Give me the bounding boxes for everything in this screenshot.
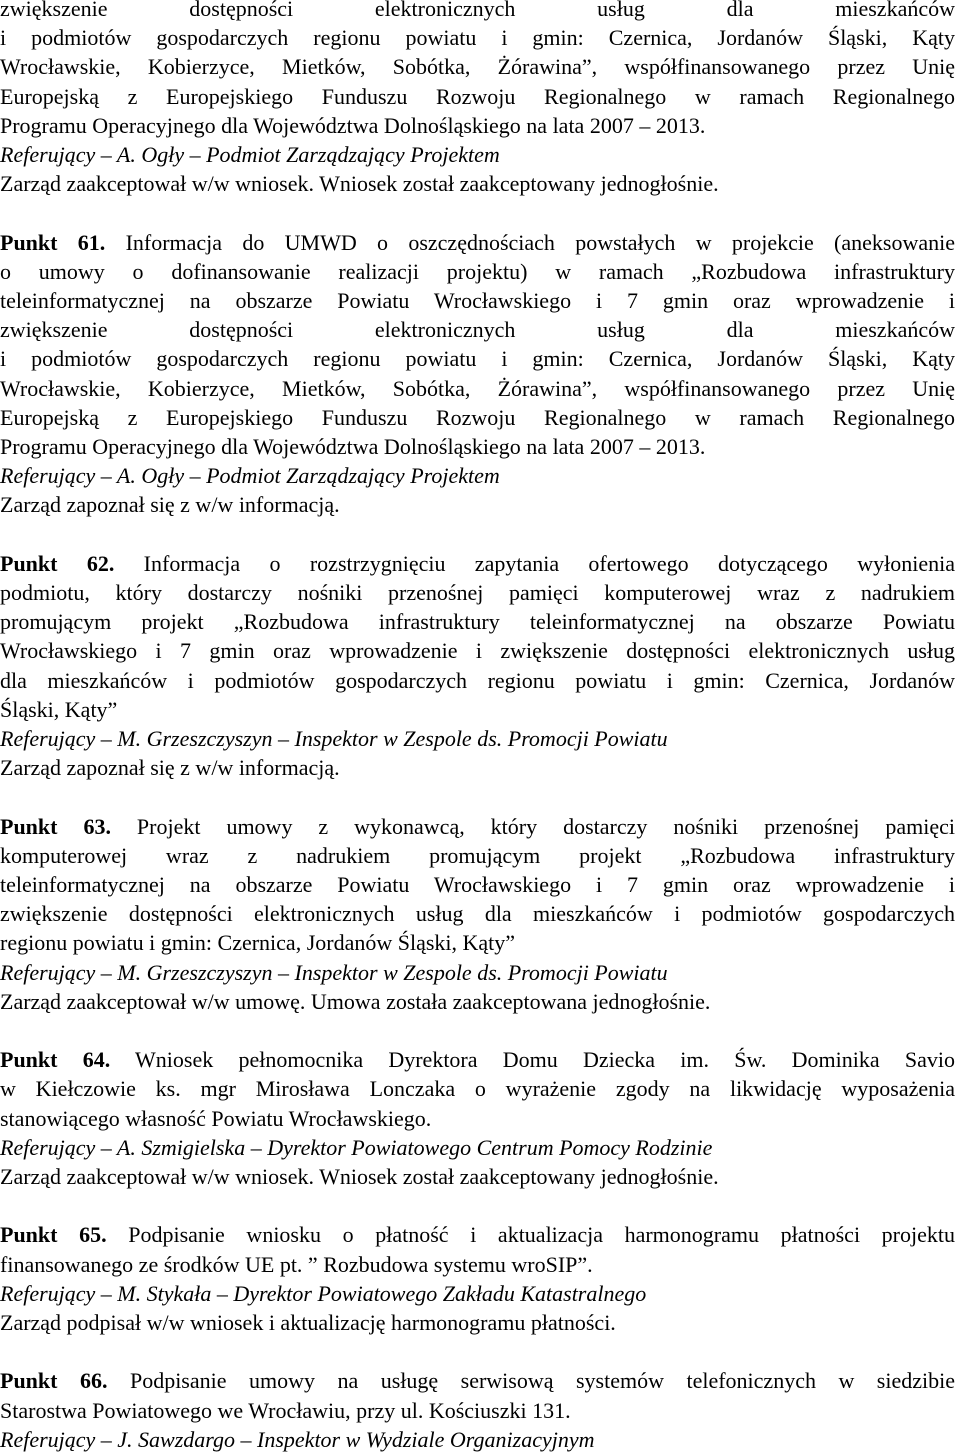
decision-line: Zarząd podpisał w/w wniosek i aktualizację harmonogramu płatności. xyxy=(0,1310,616,1336)
body-line xyxy=(0,1104,955,1133)
body-text: teleinformatycznej na obszarze Powiatu Wrocławskiego i 7 gmin oraz wprowadzenie i xyxy=(0,872,955,898)
body-text: Podpisanie umowy na usługę serwisową systemów telefonicznych w siedzibie xyxy=(129,1368,956,1394)
body-line xyxy=(0,928,955,957)
agenda-item-65 xyxy=(0,1220,955,1337)
body-text: regionu powiatu i gmin: Czernica, Jordanów Śląski, Kąty” xyxy=(0,930,516,956)
body-text: o umowy o dofinansowanie realizacji projektu) w ramach „Rozbudowa infrastruktury xyxy=(0,258,955,284)
body-line xyxy=(0,1045,955,1074)
punkt-label: Punkt 66. xyxy=(0,1368,108,1394)
body-text: Programu Operacyjnego dla Województwa Dolnośląskiego na lata 2007 – 2013. xyxy=(0,434,706,460)
body-text: w Kiełczowie ks. mgr Mirosława Lonczaka o wyrażenie zgody na likwidację wyposażenia xyxy=(0,1076,955,1102)
decision-line: Zarząd zaakceptował w/w wniosek. Wniosek został zaakceptowany jednogłośnie. xyxy=(0,1164,719,1190)
body-text: i podmiotów gospodarczych regionu powiatu i gmin: Czernica, Jordanów Śląski, Kąty xyxy=(0,346,955,372)
body-text: Wrocławskie, Kobierzyce, Mietków, Sobótka, Żórawina”, współfinansowanego przez Unię xyxy=(0,375,955,401)
body-text: Europejską z Europejskiego Funduszu Rozwoju Regionalnego w ramach Regionalnego xyxy=(0,83,955,109)
decision-line: Zarząd zaakceptował w/w wniosek. Wniosek został zaakceptowany jednogłośnie. xyxy=(0,171,719,197)
body-line xyxy=(0,1396,955,1425)
body-text: i podmiotów gospodarczych regionu powiatu i gmin: Czernica, Jordanów Śląski, Kąty xyxy=(0,25,955,51)
punkt-label: Punkt 65. xyxy=(0,1222,107,1248)
referent-line: Referujący – A. Szmigielska – Dyrektor Powiatowego Centrum Pomocy Rodzinie xyxy=(0,1134,713,1160)
agenda-item-61 xyxy=(0,228,955,520)
decision-line: Zarząd zapoznał się z w/w informacją. xyxy=(0,755,340,781)
punkt-label: Punkt 62. xyxy=(0,550,115,576)
body-line xyxy=(0,228,955,257)
body-text: komputerowej wraz z nadrukiem promującym projekt „Rozbudowa infrastruktury xyxy=(0,842,955,868)
body-text: Wniosek pełnomocnika Dyrektora Domu Dziecka im. Św. Dominika Savio xyxy=(135,1047,955,1073)
body-line xyxy=(0,23,955,52)
body-text: zwiększenie dostępności elektronicznych usług dla mieszkańców i podmiotów gospodarczych xyxy=(0,901,955,927)
body-line xyxy=(0,344,955,373)
body-line xyxy=(0,257,955,286)
body-line xyxy=(0,111,955,140)
body-text: Europejską z Europejskiego Funduszu Rozwoju Regionalnego w ramach Regionalnego xyxy=(0,404,955,430)
agenda-item-63 xyxy=(0,812,955,1016)
punkt-label: Punkt 64. xyxy=(0,1047,111,1073)
body-line xyxy=(0,666,955,695)
body-line xyxy=(0,315,955,344)
referent-line: Referujący – A. Ogły – Podmiot Zarządzający Projektem xyxy=(0,142,500,168)
body-line xyxy=(0,1250,955,1279)
body-text: teleinformatycznej na obszarze Powiatu Wrocławskiego i 7 gmin oraz wprowadzenie i xyxy=(0,288,955,314)
body-text: finansowanego ze środków UE pt. ” Rozbudowa systemu wroSIP”. xyxy=(0,1251,593,1277)
referent-line: Referujący – M. Grzeszczyszyn – Inspektor w Zespole ds. Promocji Powiatu xyxy=(0,959,668,985)
body-line xyxy=(0,374,955,403)
agenda-item-continuation xyxy=(0,0,955,198)
body-text: Projekt umowy z wykonawcą, który dostarczy nośniki przenośnej pamięci xyxy=(136,813,955,839)
body-text: Starostwa Powiatowego we Wrocławiu, przy ul. Kościuszki 131. xyxy=(0,1397,571,1423)
body-line xyxy=(0,286,955,315)
body-line xyxy=(0,636,955,665)
body-line xyxy=(0,0,955,23)
body-text: Programu Operacyjnego dla Województwa Dolnośląskiego na lata 2007 – 2013. xyxy=(0,112,706,138)
body-text: Informacja o rozstrzygnięciu zapytania ofertowego dotyczącego wyłonienia xyxy=(143,550,955,576)
body-line xyxy=(0,1366,955,1395)
body-line xyxy=(0,432,955,461)
body-line xyxy=(0,870,955,899)
body-line xyxy=(0,812,955,841)
body-line xyxy=(0,1074,955,1103)
body-line xyxy=(0,578,955,607)
referent-line: Referujący – A. Ogły – Podmiot Zarządzający Projektem xyxy=(0,463,500,489)
body-line xyxy=(0,841,955,870)
decision-line: Zarząd zapoznał się z w/w informacją. xyxy=(0,492,340,518)
referent-line: Referujący – M. Grzeszczyszyn – Inspektor w Zespole ds. Promocji Powiatu xyxy=(0,726,668,752)
body-line xyxy=(0,52,955,81)
body-line xyxy=(0,82,955,111)
body-text: zwiększenie dostępności elektronicznych usług dla mieszkańców xyxy=(0,317,955,343)
body-text: Wrocławskiego i 7 gmin oraz wprowadzenie i zwiększenie dostępności elektronicznych usług xyxy=(0,638,955,664)
body-line xyxy=(0,403,955,432)
punkt-label: Punkt 63. xyxy=(0,813,111,839)
agenda-item-64 xyxy=(0,1045,955,1191)
punkt-label: Punkt 61. xyxy=(0,229,106,255)
decision-line: Zarząd zaakceptował w/w umowę. Umowa została zaakceptowana jednogłośnie. xyxy=(0,988,711,1014)
referent-line: Referujący – J. Sawzdargo – Inspektor w Wydziale Organizacyjnym xyxy=(0,1426,595,1452)
body-line xyxy=(0,695,955,724)
body-text: zwiększenie dostępności elektronicznych usług dla mieszkańców xyxy=(0,0,955,21)
body-text: Informacja do UMWD o oszczędnościach powstałych w projekcie (aneksowanie xyxy=(125,229,955,255)
body-text: dla mieszkańców i podmiotów gospodarczych regionu powiatu i gmin: Czernica, Jordanów xyxy=(0,667,955,693)
body-line xyxy=(0,607,955,636)
body-text: Wrocławskie, Kobierzyce, Mietków, Sobótka, Żórawina”, współfinansowanego przez Unię xyxy=(0,54,955,80)
body-line xyxy=(0,1220,955,1249)
agenda-item-66 xyxy=(0,1366,955,1454)
body-text: promującym projekt „Rozbudowa infrastruktury teleinformatycznej na obszarze Powiatu xyxy=(0,609,955,635)
body-line xyxy=(0,549,955,578)
body-text: stanowiącego własność Powiatu Wrocławskiego. xyxy=(0,1105,432,1131)
body-text: Podpisanie wniosku o płatność i aktualizacja harmonogramu płatności projektu xyxy=(128,1222,956,1248)
body-text: podmiotu, który dostarczy nośniki przenośnej pamięci komputerowej wraz z nadrukiem xyxy=(0,580,955,606)
referent-line: Referujący – M. Stykała – Dyrektor Powiatowego Zakładu Katastralnego xyxy=(0,1280,647,1306)
body-line xyxy=(0,899,955,928)
body-text: Śląski, Kąty” xyxy=(0,696,118,722)
agenda-item-62 xyxy=(0,549,955,783)
